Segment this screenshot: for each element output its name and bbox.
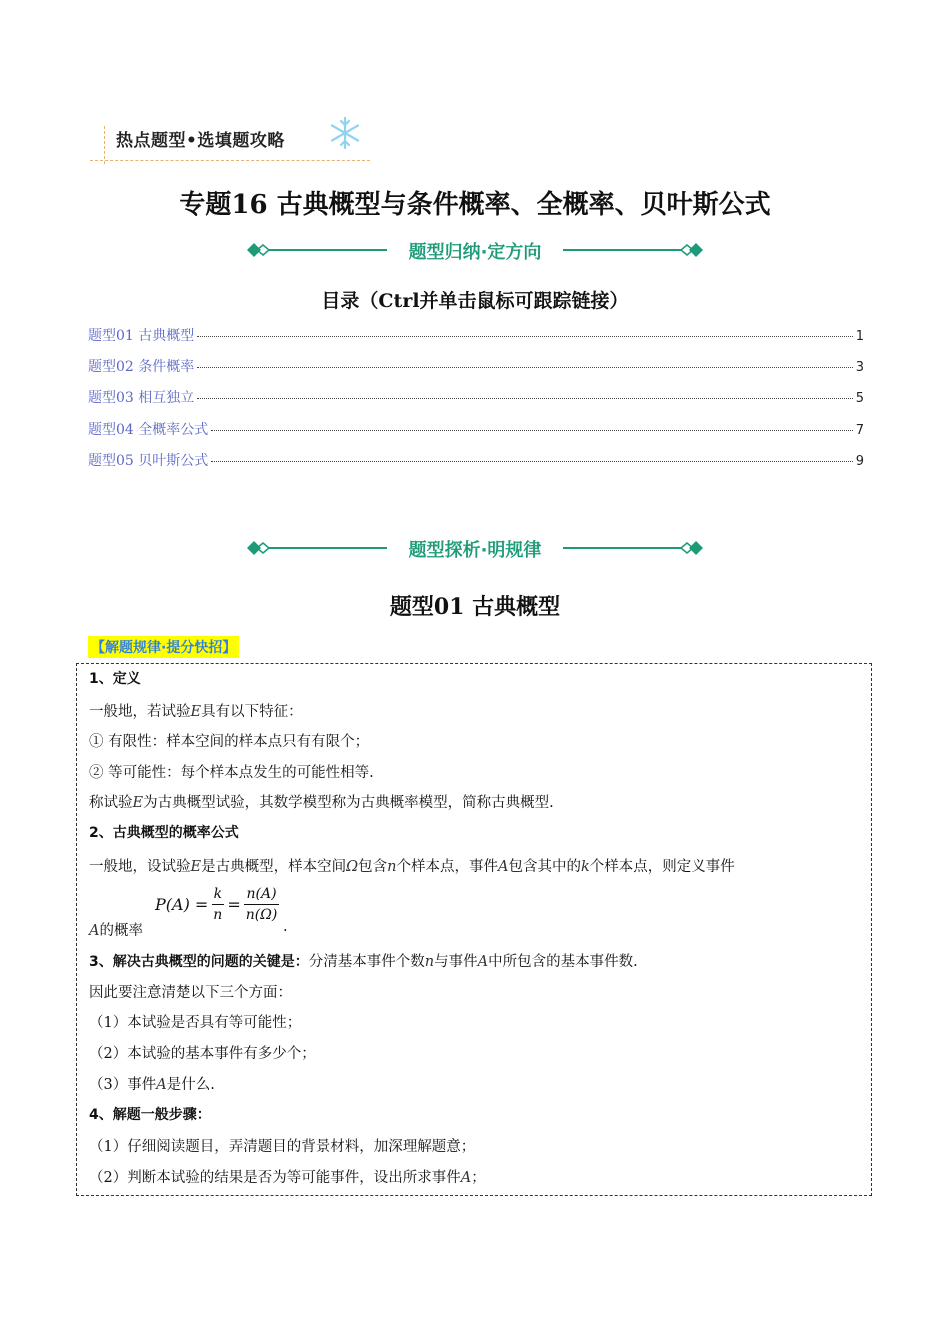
text-line: （1）仔细阅读题目，弄清题目的背景材料，加深理解题意；	[89, 1139, 476, 1155]
header-divider-vertical	[104, 126, 105, 164]
text-line: 称试验E为古典概型试验，其数学模型称为古典概率模型，简称古典概型.	[89, 795, 554, 811]
text-line: ① 有限性：样本空间的样本点只有有限个；	[89, 734, 370, 750]
heading-definition: 1、定义	[89, 671, 141, 687]
probability-formula: P(A) = $\frac{k}{n}$ = $\frac{n(A)}{n(\Omega)}$	[155, 886, 278, 923]
toc-link[interactable]: 题型03 相互独立	[88, 390, 195, 407]
text-line: 因此要注意清楚以下三个方面：	[89, 985, 292, 1001]
text-line: （2）判断本试验的结果是否为等可能事件，设出所求事件A；	[89, 1170, 486, 1186]
banner-label: 题型归纳·定方向	[408, 242, 542, 263]
text-line: ② 等可能性：每个样本点发生的可能性相等.	[89, 765, 374, 781]
text-line: （2）本试验的基本事件有多少个；	[89, 1046, 316, 1062]
section-banner-toc	[245, 237, 705, 263]
heading-steps: 4、解题一般步骤：	[89, 1107, 211, 1123]
toc-link[interactable]: 题型04 全概率公式	[88, 421, 209, 438]
toc-item[interactable]	[88, 419, 864, 450]
toc-page-number: 3	[855, 360, 864, 376]
text-line: A的概率	[89, 923, 143, 939]
header-label: 热点题型•选填题攻略	[116, 131, 285, 151]
banner-label: 题型探析·明规律	[408, 540, 542, 561]
heading-formula: 2、古典概型的概率公式	[89, 825, 239, 841]
toc-page-number: 1	[855, 329, 864, 344]
text-line: 一般地，若试验E具有以下特征：	[89, 704, 303, 720]
toc-leader	[211, 430, 852, 431]
text-line: （1）本试验是否具有等可能性；	[89, 1015, 302, 1031]
toc-link[interactable]: 题型01 古典概型	[88, 328, 195, 344]
page-title: 专题16 古典概型与条件概率、全概率、贝叶斯公式	[179, 190, 771, 220]
toc-leader	[197, 336, 852, 337]
toc-link[interactable]: 题型02 条件概率	[88, 359, 195, 376]
toc-item[interactable]	[88, 356, 864, 387]
toc-leader	[211, 461, 852, 462]
toc-link[interactable]: 题型05 贝叶斯公式	[88, 452, 209, 469]
section-title: 题型01 古典概型	[389, 594, 561, 620]
toc-item[interactable]	[88, 325, 864, 356]
toc-page-number: 7	[855, 422, 864, 438]
toc-page-number: 5	[855, 391, 864, 407]
toc-item[interactable]	[88, 450, 864, 481]
toc-title: 目录（Ctrl并单击鼠标可跟踪链接）	[321, 290, 629, 312]
header-divider-horizontal	[90, 160, 370, 161]
text-line: （3）事件A是什么.	[89, 1077, 215, 1093]
toc-leader	[197, 367, 852, 368]
snowflake-icon	[328, 116, 362, 150]
tips-tag: 【解题规律·提分快招】	[88, 636, 239, 658]
table-of-contents	[88, 325, 864, 481]
toc-item[interactable]	[88, 387, 864, 418]
toc-page-number: 9	[855, 453, 864, 469]
toc-leader	[197, 398, 852, 399]
section-banner-analysis	[245, 535, 705, 561]
text-line: 一般地，设试验E是古典概型，样本空间Ω包含n个样本点，事件A包含其中的k个样本点，则定义事件	[89, 859, 735, 875]
text-line: 3、解决古典概型的问题的关键是：分清基本事件个数n与事件A中所包含的基本事件数.	[89, 954, 638, 970]
rules-box	[76, 663, 872, 1196]
formula-period: .	[283, 919, 288, 935]
header-tag	[90, 122, 380, 170]
